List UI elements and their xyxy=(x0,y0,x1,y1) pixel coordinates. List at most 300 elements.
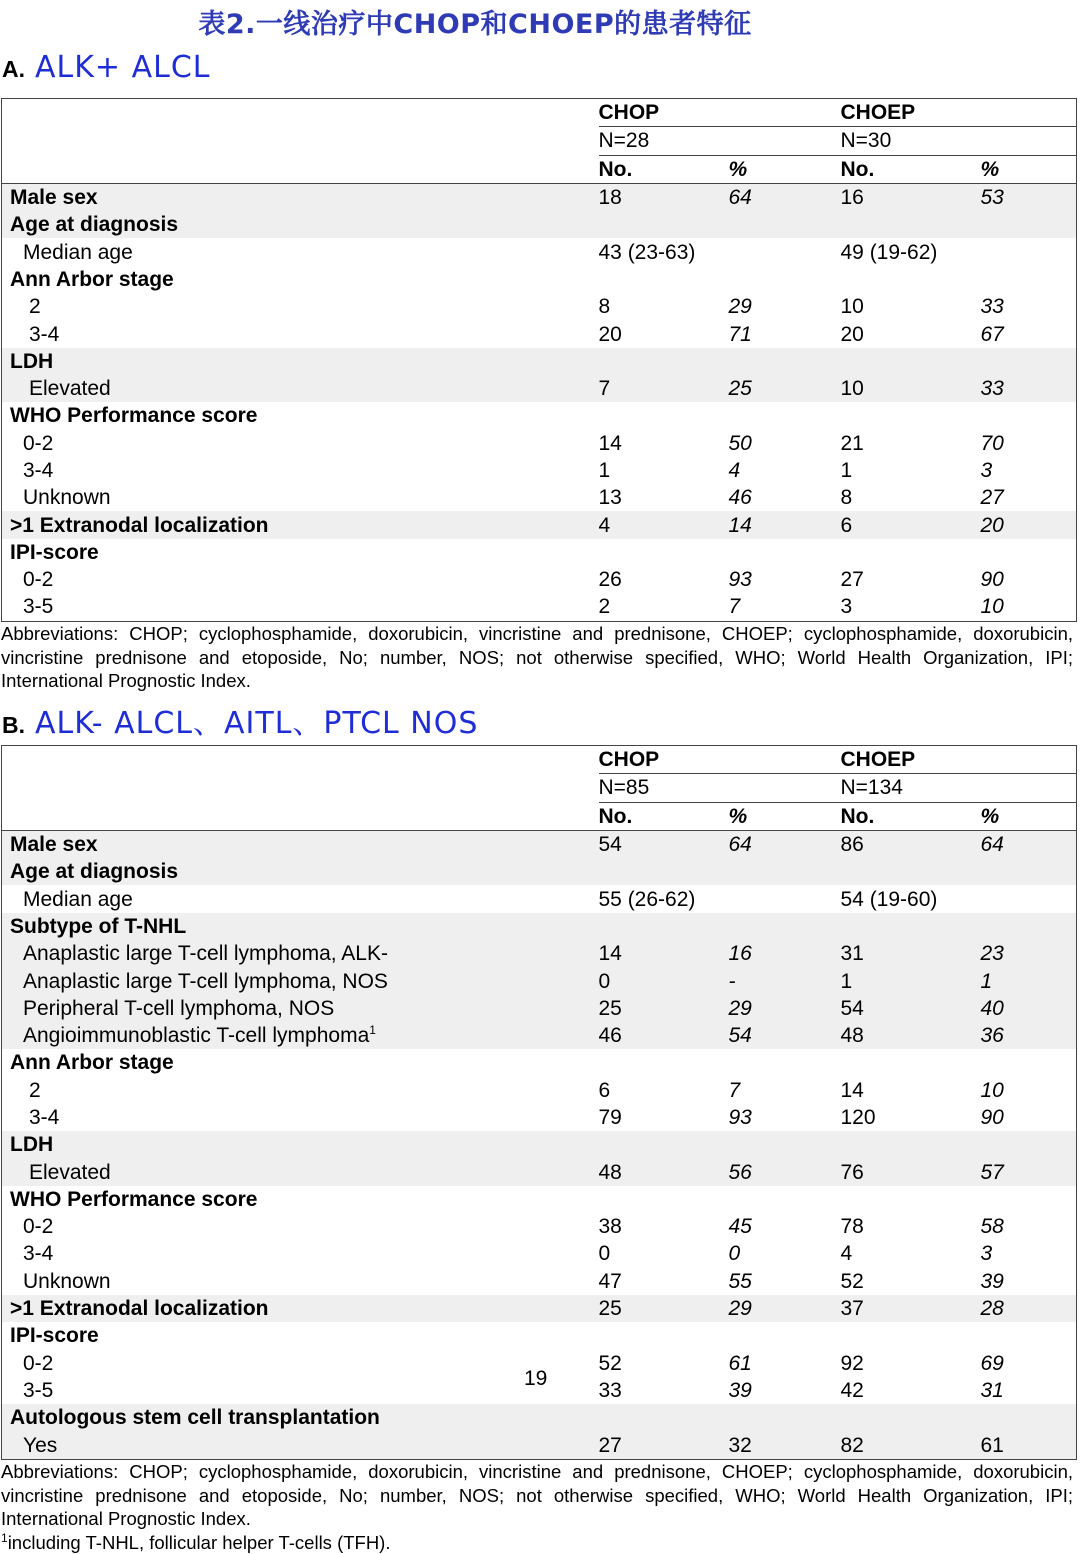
choep-no-cell: 92 xyxy=(840,1351,864,1375)
chop-pct-cell xyxy=(729,858,841,885)
choep-no-cell xyxy=(841,539,981,566)
table-row xyxy=(2,913,1077,940)
chop-pct-cell: 4 xyxy=(728,459,741,482)
footnote-a xyxy=(1,622,1073,693)
chop-pct-cell xyxy=(729,1322,841,1349)
chop-pct-cell: 46 xyxy=(728,486,752,510)
chop-pct-cell: 0 xyxy=(728,1242,741,1266)
chop-pct-cell xyxy=(729,885,841,912)
choep-n: N=30 xyxy=(841,127,1077,155)
choep-pct-cell xyxy=(981,238,1077,265)
table-row xyxy=(2,1049,1077,1076)
chop-no-cell xyxy=(599,1186,729,1213)
chop-no-cell xyxy=(599,1049,729,1076)
chop-no-cell xyxy=(599,858,729,885)
row-label-text: Elevated xyxy=(29,1160,111,1184)
chop-pct-cell xyxy=(729,266,841,293)
choep-pct-cell: 69 xyxy=(980,1351,1004,1375)
choep-no-cell: 4 xyxy=(840,1242,853,1266)
row-label-text: Angioimmunoblastic T-cell lymphoma xyxy=(23,1024,370,1048)
choep-pct-cell xyxy=(981,266,1077,293)
row-label-text: WHO Performance score xyxy=(10,404,258,428)
table-row xyxy=(2,1158,1077,1185)
chop-no-cell: 14 xyxy=(599,940,729,967)
table-row xyxy=(2,1077,1077,1104)
row-label xyxy=(2,913,599,940)
table-row xyxy=(2,1431,1077,1459)
row-label xyxy=(2,830,599,858)
choep-pct-cell: 1 xyxy=(981,967,1077,994)
chop-pct-cell xyxy=(729,402,841,429)
table-row xyxy=(2,995,1077,1022)
chop-no-cell: 13 xyxy=(598,486,622,510)
choep-no-cell: 78 xyxy=(840,1215,864,1239)
choep-col-header: CHOEP xyxy=(841,99,1077,127)
chop-pct-header: % xyxy=(729,802,841,830)
choep-pct-cell: 40 xyxy=(981,995,1077,1022)
choep-pct-cell: 31 xyxy=(980,1378,1004,1402)
choep-no-cell: 6 xyxy=(841,511,981,538)
table-row xyxy=(2,457,1077,484)
row-label-text: >1 Extranodal localization xyxy=(10,513,269,537)
row-label-text: Age at diagnosis xyxy=(10,860,179,884)
choep-no-header: No. xyxy=(841,155,981,183)
table-a-header-row xyxy=(2,99,1077,127)
choep-n: N=134 xyxy=(841,774,1077,802)
section-a-subtitle: ALK+ ALCL xyxy=(35,50,211,85)
chop-no-cell: 79 xyxy=(598,1106,622,1129)
table-row xyxy=(2,539,1077,566)
row-label-text: 2 xyxy=(29,1078,41,1102)
row-label xyxy=(2,1022,599,1049)
footnote-b xyxy=(1,1460,1073,1554)
chop-no-cell: 48 xyxy=(599,1158,729,1185)
chop-no-cell: 43 (23-63) xyxy=(598,240,696,264)
choep-no-header: No. xyxy=(841,802,981,830)
choep-no-cell: 21 xyxy=(840,431,864,455)
chop-no-cell: 4 xyxy=(599,511,729,538)
choep-no-cell: 20 xyxy=(840,322,864,346)
choep-pct-cell xyxy=(981,1049,1077,1076)
chop-no-cell: 7 xyxy=(599,375,729,402)
chop-pct-cell: 7 xyxy=(728,595,741,619)
table-row xyxy=(2,1213,1077,1240)
table-row xyxy=(2,211,1077,238)
chop-pct-cell: 93 xyxy=(728,568,752,592)
chop-no-cell xyxy=(599,1404,729,1431)
row-label xyxy=(2,940,599,967)
table-row xyxy=(2,1295,1077,1322)
table-row xyxy=(2,858,1077,885)
chop-no-cell xyxy=(599,1322,729,1349)
chop-pct-cell: 39 xyxy=(728,1378,752,1402)
choep-pct-cell: 27 xyxy=(980,486,1004,510)
table-row xyxy=(2,1104,1077,1131)
choep-pct-cell: 10 xyxy=(980,595,1004,619)
table-row xyxy=(2,1268,1077,1295)
chop-pct-cell: 29 xyxy=(729,1295,841,1322)
row-label-text: 3-4 xyxy=(23,1242,54,1266)
chop-n: N=85 xyxy=(599,774,841,802)
choep-pct-cell: 28 xyxy=(981,1295,1077,1322)
row-label-text: 3-4 xyxy=(23,459,54,482)
chop-pct-cell: 16 xyxy=(729,940,841,967)
row-label-text: Male sex xyxy=(10,833,98,857)
choep-pct-cell: 36 xyxy=(981,1022,1077,1049)
choep-no-cell xyxy=(841,348,981,375)
chop-pct-cell: 29 xyxy=(729,995,841,1022)
chop-no-cell xyxy=(599,266,729,293)
footnote-b-sup: 1 xyxy=(1,1530,8,1545)
chop-no-cell xyxy=(599,211,729,238)
choep-pct-cell: 58 xyxy=(980,1215,1004,1239)
table-row xyxy=(2,1240,1077,1267)
table-row xyxy=(2,566,1077,593)
choep-pct-cell xyxy=(981,1131,1077,1158)
row-label-text: 0-2 xyxy=(23,1351,54,1375)
table-row xyxy=(2,402,1077,429)
row-label xyxy=(2,1295,599,1322)
section-b-letter: B. xyxy=(2,712,25,738)
choep-no-cell xyxy=(841,1131,981,1158)
choep-no-cell xyxy=(841,1049,981,1076)
choep-pct-cell xyxy=(981,348,1077,375)
table-row xyxy=(2,1322,1077,1349)
choep-no-cell: 14 xyxy=(840,1078,864,1102)
row-label xyxy=(2,539,599,566)
choep-no-cell xyxy=(841,913,981,940)
choep-no-cell xyxy=(841,858,981,885)
footnote-b-note xyxy=(1,1531,1073,1554)
row-label-text: Age at diagnosis xyxy=(10,213,179,237)
choep-pct-cell: 10 xyxy=(980,1078,1004,1102)
row-label xyxy=(2,858,599,885)
table-row xyxy=(2,430,1077,457)
page-title: 表2.一线治疗中CHOP和CHOEP的患者特征 xyxy=(198,9,752,40)
choep-no-cell: 42 xyxy=(840,1378,864,1402)
row-label-text: WHO Performance score xyxy=(10,1187,258,1211)
choep-no-cell: 52 xyxy=(840,1269,864,1293)
choep-no-cell: 54 xyxy=(841,995,981,1022)
row-label xyxy=(2,1213,599,1240)
table-row xyxy=(2,967,1077,994)
row-label-text: Autologous stem cell transplantation xyxy=(10,1406,380,1430)
choep-pct-header: % xyxy=(981,155,1077,183)
chop-no-cell: 0 xyxy=(599,967,729,994)
table-row xyxy=(2,1404,1077,1431)
table-row xyxy=(2,1186,1077,1213)
row-label xyxy=(2,348,599,375)
chop-col-header: CHOP xyxy=(599,746,841,774)
choep-pct-cell: 39 xyxy=(980,1269,1004,1293)
footnote-a-text: Abbreviations: CHOP; cyclophosphamide, doxorubicin, vincristine and prednisone, CHOEP; cyclophosphamide, doxorubicin, vincristine prednisone and etoposide, No; number, NOS; not otherwise specified, WHO; World Health Organization, IPI; International Prognostic Index. xyxy=(1,623,1073,691)
chop-pct-cell: 45 xyxy=(728,1215,752,1239)
chop-pct-cell xyxy=(729,1049,841,1076)
chop-no-cell: 47 xyxy=(598,1269,622,1293)
table-row xyxy=(2,293,1077,320)
row-label-text: Subtype of T-NHL xyxy=(10,914,187,938)
row-label xyxy=(2,266,599,293)
chop-no-cell xyxy=(599,539,729,566)
table-row xyxy=(2,885,1077,912)
choep-pct-cell: 57 xyxy=(981,1158,1077,1185)
chop-no-cell: 6 xyxy=(598,1078,611,1102)
choep-pct-cell xyxy=(981,402,1077,429)
choep-no-cell xyxy=(841,211,981,238)
row-label-text: 3-5 xyxy=(23,1378,54,1402)
row-label xyxy=(2,457,599,484)
row-label-text: IPI-score xyxy=(10,1324,99,1348)
choep-pct-cell xyxy=(981,1186,1077,1213)
row-label-text: Anaplastic large T-cell lymphoma, ALK- xyxy=(23,942,388,966)
choep-pct-cell: 70 xyxy=(980,431,1004,455)
table-row xyxy=(2,320,1077,347)
choep-no-cell: 10 xyxy=(841,375,981,402)
chop-pct-cell xyxy=(729,1186,841,1213)
choep-pct-cell xyxy=(981,1404,1077,1431)
table-a-n-row xyxy=(2,127,1077,155)
chop-no-cell: 18 xyxy=(599,183,729,211)
table-row xyxy=(2,238,1077,265)
row-label-text: IPI-score xyxy=(10,540,99,564)
row-label xyxy=(2,375,599,402)
chop-n: N=28 xyxy=(599,127,841,155)
chop-pct-cell xyxy=(729,211,841,238)
row-label xyxy=(2,1131,599,1158)
row-label-text: LDH xyxy=(10,1133,54,1157)
row-label xyxy=(2,484,599,511)
table-b xyxy=(1,745,1077,1460)
choep-no-cell xyxy=(841,1322,981,1349)
table-row xyxy=(2,1022,1077,1049)
chop-no-cell xyxy=(599,1131,729,1158)
chop-pct-cell xyxy=(729,1404,841,1431)
row-label-text: Peripheral T-cell lymphoma, NOS xyxy=(23,996,335,1020)
chop-pct-cell xyxy=(729,238,841,265)
choep-no-cell: 1 xyxy=(841,967,981,994)
choep-pct-cell: 3 xyxy=(980,1242,993,1266)
choep-no-cell: 49 (19-62) xyxy=(840,240,938,264)
row-label-text: 3-4 xyxy=(29,1106,60,1129)
table-row xyxy=(2,830,1077,858)
row-label xyxy=(2,1240,599,1267)
choep-pct-cell: 90 xyxy=(980,1106,1004,1129)
row-label xyxy=(2,1268,599,1295)
choep-pct-cell: 64 xyxy=(981,830,1077,858)
choep-pct-cell: 90 xyxy=(980,568,1004,592)
chop-pct-cell xyxy=(729,913,841,940)
choep-pct-cell: 3 xyxy=(980,459,993,482)
chop-col-header: CHOP xyxy=(599,99,841,127)
table-b-n-row xyxy=(2,774,1077,802)
row-label-text: Unknown xyxy=(23,1269,111,1293)
chop-pct-cell xyxy=(729,348,841,375)
table-row xyxy=(2,1131,1077,1158)
chop-pct-cell: 55 xyxy=(728,1269,752,1293)
row-label-text: Unknown xyxy=(23,486,111,510)
table-a xyxy=(1,98,1077,622)
choep-pct-cell: 61 xyxy=(981,1431,1077,1459)
choep-no-cell: 10 xyxy=(840,295,864,319)
chop-no-cell: 20 xyxy=(598,322,622,346)
table-a-subheader-row xyxy=(2,155,1077,183)
choep-no-cell: 16 xyxy=(841,183,981,211)
row-label xyxy=(2,402,599,429)
choep-pct-cell xyxy=(981,539,1077,566)
row-label-text: Median age xyxy=(23,240,133,264)
choep-no-cell: 48 xyxy=(841,1022,981,1049)
chop-pct-cell: 54 xyxy=(729,1022,841,1049)
row-label xyxy=(2,1404,599,1431)
chop-pct-cell: 93 xyxy=(728,1106,752,1129)
chop-pct-cell: 61 xyxy=(728,1351,752,1375)
choep-pct-cell: 33 xyxy=(980,295,1004,319)
chop-no-cell: 46 xyxy=(599,1022,729,1049)
choep-pct-cell xyxy=(981,885,1077,912)
chop-no-cell: 2 xyxy=(598,595,611,619)
row-label-text: 0-2 xyxy=(23,431,54,455)
chop-pct-cell: - xyxy=(729,967,841,994)
choep-no-cell: 27 xyxy=(840,568,864,592)
row-label-text: LDH xyxy=(10,349,54,373)
choep-pct-cell: 53 xyxy=(981,183,1077,211)
row-label xyxy=(2,1322,599,1349)
row-label-text: Ann Arbor stage xyxy=(10,1051,174,1075)
chop-pct-cell: 64 xyxy=(729,183,841,211)
row-label-text: Median age xyxy=(23,887,133,911)
row-label xyxy=(2,885,599,912)
chop-pct-cell: 64 xyxy=(729,830,841,858)
chop-pct-cell: 71 xyxy=(728,322,752,346)
chop-no-header: No. xyxy=(599,155,729,183)
chop-no-cell: 0 xyxy=(598,1242,611,1266)
chop-no-cell: 33 xyxy=(598,1378,622,1402)
choep-pct-cell xyxy=(981,858,1077,885)
chop-pct-cell: 7 xyxy=(728,1078,741,1102)
row-label-text: 3-5 xyxy=(23,595,54,619)
row-label-text: 2 xyxy=(29,295,41,319)
chop-pct-cell: 29 xyxy=(728,295,752,319)
chop-no-cell: 54 xyxy=(599,830,729,858)
chop-no-cell: 55 (26-62) xyxy=(598,887,696,911)
chop-no-cell: 1 xyxy=(598,459,611,482)
row-label xyxy=(2,293,599,320)
chop-pct-cell: 32 xyxy=(729,1431,841,1459)
choep-pct-cell: 33 xyxy=(981,375,1077,402)
chop-no-cell: 25 xyxy=(599,1295,729,1322)
row-label xyxy=(2,238,599,265)
choep-pct-cell: 67 xyxy=(980,322,1004,346)
chop-pct-cell: 25 xyxy=(729,375,841,402)
choep-no-cell: 3 xyxy=(840,595,853,619)
row-label-text: 3-4 xyxy=(29,322,60,346)
choep-no-cell: 120 xyxy=(840,1106,876,1129)
row-label xyxy=(2,183,599,211)
section-a-heading xyxy=(2,50,210,90)
choep-pct-cell xyxy=(981,1322,1077,1349)
chop-no-cell xyxy=(599,913,729,940)
row-label xyxy=(2,211,599,238)
row-label-text: Ann Arbor stage xyxy=(10,267,174,291)
row-label-text: Anaplastic large T-cell lymphoma, NOS xyxy=(23,969,388,993)
row-label xyxy=(2,967,599,994)
chop-no-cell: 26 xyxy=(598,568,622,592)
table-row xyxy=(2,511,1077,538)
chop-no-cell: 14 xyxy=(598,431,622,455)
row-label xyxy=(2,1431,599,1459)
row-label xyxy=(2,430,599,457)
choep-no-cell xyxy=(841,1404,981,1431)
table-row xyxy=(2,266,1077,293)
choep-no-cell: 54 (19-60) xyxy=(840,887,938,911)
row-label xyxy=(2,1104,599,1131)
table-b-header-row xyxy=(2,746,1077,774)
chop-no-cell: 38 xyxy=(598,1215,622,1239)
row-label xyxy=(2,1377,599,1404)
choep-no-cell xyxy=(841,266,981,293)
row-label xyxy=(2,1077,599,1104)
choep-no-cell xyxy=(841,1186,981,1213)
row-label xyxy=(2,1350,599,1377)
chop-pct-cell: 56 xyxy=(729,1158,841,1185)
chop-no-cell xyxy=(599,402,729,429)
choep-pct-cell: 20 xyxy=(981,511,1077,538)
chop-no-cell: 52 xyxy=(598,1351,622,1375)
row-label xyxy=(2,1049,599,1076)
row-label-text: 0-2 xyxy=(23,1215,54,1239)
row-label-text: Yes xyxy=(23,1433,58,1457)
choep-pct-cell: 23 xyxy=(981,940,1077,967)
choep-pct-header: % xyxy=(981,802,1077,830)
section-b-heading xyxy=(2,698,479,741)
chop-pct-cell: 14 xyxy=(729,511,841,538)
chop-pct-cell xyxy=(729,539,841,566)
chop-pct-header: % xyxy=(729,155,841,183)
choep-no-cell xyxy=(841,402,981,429)
row-label xyxy=(2,593,599,621)
choep-no-cell: 8 xyxy=(840,486,853,510)
chop-pct-cell xyxy=(729,1131,841,1158)
table-row xyxy=(2,348,1077,375)
table-row xyxy=(2,183,1077,211)
section-b-subtitle: ALK- ALCL、AITL、PTCL NOS xyxy=(35,706,479,741)
table-row xyxy=(2,593,1077,621)
row-label xyxy=(2,1158,599,1185)
chop-no-header: No. xyxy=(599,802,729,830)
choep-col-header: CHOEP xyxy=(841,746,1077,774)
footnote-b-note-text: including T-NHL, follicular helper T-cells (TFH). xyxy=(7,1531,391,1553)
footnote-b-text: Abbreviations: CHOP; cyclophosphamide, doxorubicin, vincristine and prednisone, CHOEP; cyclophosphamide, doxorubicin, vincristine prednisone and etoposide, No; number, NOS; not otherwise specified, WHO; World Health Organization, IPI; International Prognostic Index. xyxy=(1,1461,1073,1529)
row-label xyxy=(2,320,599,347)
row-label xyxy=(2,1186,599,1213)
choep-no-cell: 86 xyxy=(841,830,981,858)
page-number: 19 xyxy=(524,1367,548,1390)
section-a-letter: A. xyxy=(2,56,25,82)
chop-no-cell xyxy=(599,348,729,375)
chop-no-cell: 25 xyxy=(599,995,729,1022)
row-label-text: Elevated xyxy=(29,377,111,401)
choep-pct-cell xyxy=(981,211,1077,238)
chop-no-cell: 8 xyxy=(598,295,611,319)
row-label-text: 0-2 xyxy=(23,568,54,592)
choep-no-cell: 76 xyxy=(841,1158,981,1185)
row-label-sup: 1 xyxy=(369,1023,376,1038)
row-label xyxy=(2,511,599,538)
row-label-text: >1 Extranodal localization xyxy=(10,1297,269,1321)
table-row xyxy=(2,484,1077,511)
choep-no-cell: 82 xyxy=(841,1431,981,1459)
chop-no-cell: 27 xyxy=(599,1431,729,1459)
